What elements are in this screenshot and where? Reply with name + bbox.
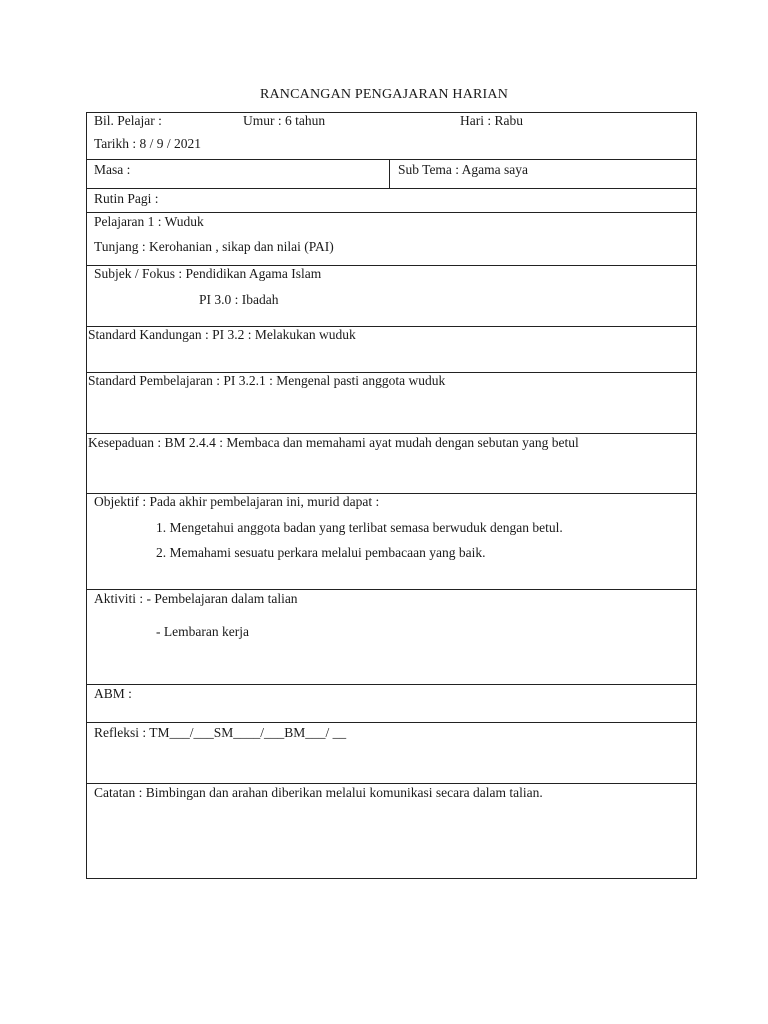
rutin-pagi-row <box>87 188 696 212</box>
standard-kandungan-row <box>87 326 696 372</box>
refleksi-field: Refleksi : TM___/___SM____/___BM___/ __ <box>94 725 347 740</box>
masa-field: Masa : <box>94 162 131 177</box>
objektif-item: 1. Mengetahui anggota badan yang terlibat semasa berwuduk dengan betul. <box>156 520 563 535</box>
standard-pembelajaran-field: Standard Pembelajaran : PI 3.2.1 : Mengenal pasti anggota wuduk <box>88 373 446 388</box>
catatan-field: Catatan : Bimbingan dan arahan diberikan melalui komunikasi secara dalam talian. <box>94 785 543 800</box>
hari-field: Hari : Rabu <box>460 113 523 128</box>
masa-subtema-row <box>87 159 696 188</box>
document-title: RANCANGAN PENGAJARAN HARIAN <box>259 87 509 102</box>
column-divider <box>389 160 390 188</box>
pelajaran-field: Pelajaran 1 : Wuduk <box>94 214 204 229</box>
objektif-row <box>87 493 696 589</box>
abm-row <box>87 684 696 722</box>
fokus-pi-field: PI 3.0 : Ibadah <box>199 292 279 307</box>
aktiviti-row <box>87 589 696 684</box>
bil-pelajar-field: Bil. Pelajar : <box>94 113 162 128</box>
kesepaduan-row <box>87 433 696 493</box>
rutin-pagi-field: Rutin Pagi : <box>94 191 159 206</box>
standard-pembelajaran-row <box>87 372 696 433</box>
pelajaran-row <box>87 212 696 265</box>
catatan-row <box>87 783 696 879</box>
subjek-fokus-row <box>87 265 696 326</box>
objektif-intro: Objektif : Pada akhir pembelajaran ini, murid dapat : <box>94 494 380 509</box>
umur-field: Umur : 6 tahun <box>243 113 326 128</box>
objektif-item: 2. Memahami sesuatu perkara melalui pembacaan yang baik. <box>156 545 486 560</box>
header-info-row <box>87 113 696 159</box>
tunjang-field: Tunjang : Kerohanian , sikap dan nilai (PAI) <box>94 239 334 254</box>
lesson-plan-form <box>86 112 697 879</box>
subjek-field: Subjek / Fokus : Pendidikan Agama Islam <box>94 266 322 281</box>
kesepaduan-field: Kesepaduan : BM 2.4.4 : Membaca dan memahami ayat mudah dengan sebutan yang betul <box>88 435 579 450</box>
sub-tema-field: Sub Tema : Agama saya <box>398 162 529 177</box>
aktiviti-item: - Lembaran kerja <box>156 624 249 639</box>
tarikh-field: Tarikh : 8 / 9 / 2021 <box>94 136 202 151</box>
abm-field: ABM : <box>94 686 132 701</box>
standard-kandungan-field: Standard Kandungan : PI 3.2 : Melakukan wuduk <box>88 327 356 342</box>
refleksi-row <box>87 722 696 783</box>
aktiviti-field: Aktiviti : - Pembelajaran dalam talian <box>94 591 298 606</box>
